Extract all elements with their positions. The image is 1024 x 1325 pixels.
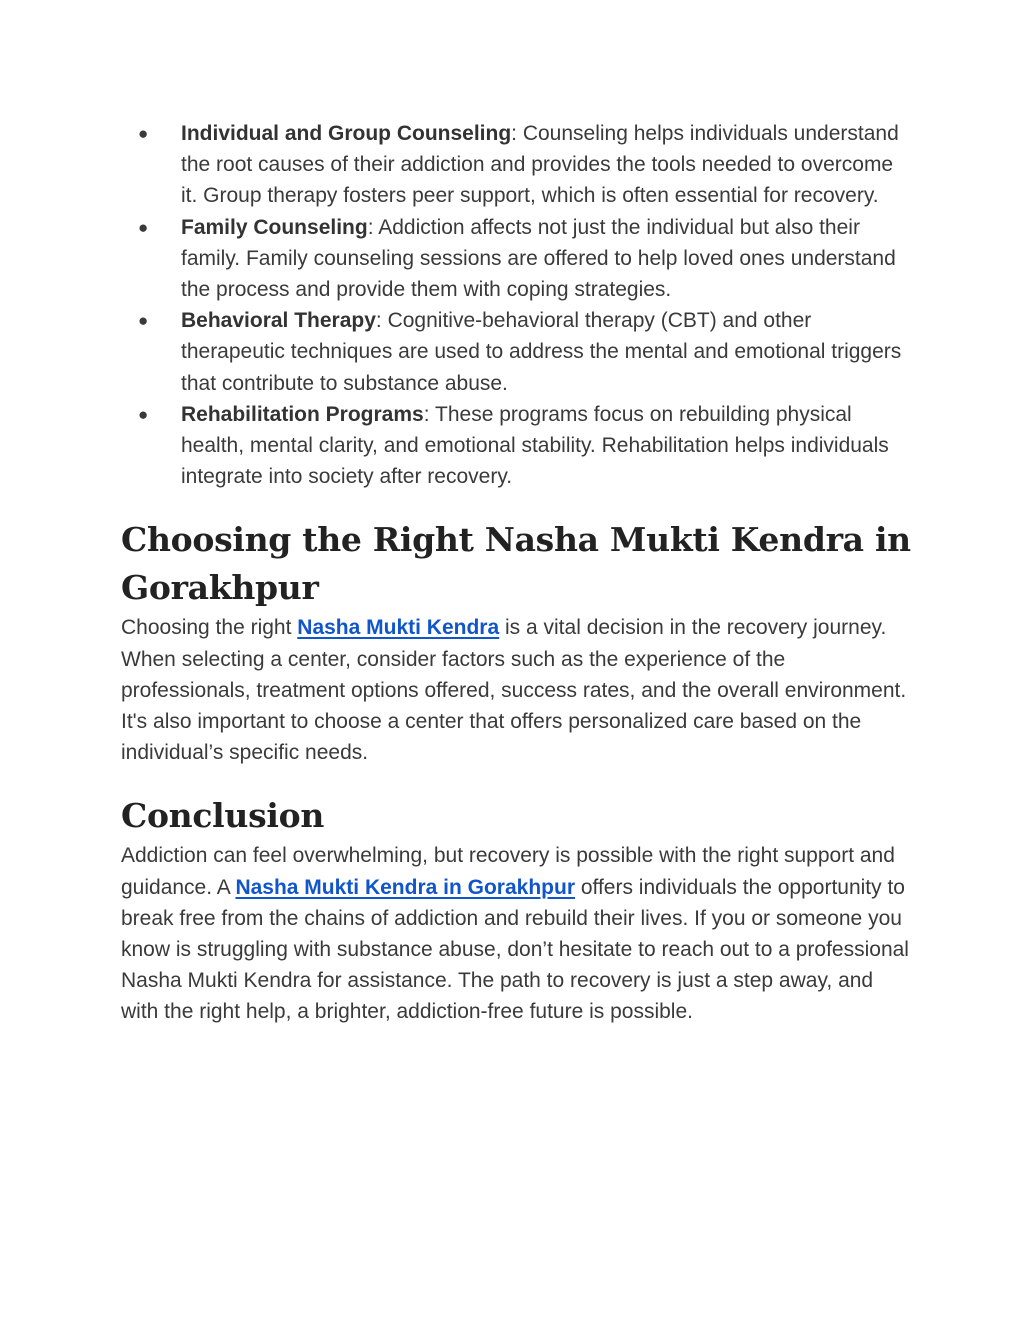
choosing-heading: Choosing the Right Nasha Mukti Kendra in Gorakhpur [121,520,911,608]
bullet-icon: ● [138,311,149,331]
list-item-term: Rehabilitation Programs [181,402,424,426]
choosing-text-after: is a vital decision in the recovery journey. When selecting a center, consider factors such as the experience of the professionals, treatment options offered, success rates, and the overall environment. It's also important to choose a center that offers personalized care based on the individual’s specific needs. [121,616,907,765]
conclusion-text-after: offers individuals the opportunity to break free from the chains of addiction and rebuild their lives. If you or someone you know is struggling with substance abuse, don’t hesitate to reach out to a professional Nasha Mukti Kendra for assistance. The path to recovery is just a step away, and with the right help, a brighter, addiction-free future is possible. [121,875,909,1024]
conclusion-text-before: Addiction can feel overwhelming, but recovery is possible with the right support and guidance. A [121,844,895,899]
bullet-icon: ● [138,404,149,424]
nasha-mukti-kendra-link[interactable]: Nasha Mukti Kendra [297,616,500,640]
services-list [121,118,911,492]
bullet-icon: ● [138,124,149,143]
conclusion-paragraph [121,840,911,1027]
list-item-text: : These programs focus on rebuilding physical health, mental clarity, and emotional stability. Rehabilitation helps individuals integrate into society after recovery. [181,402,889,489]
list-item-text: : Cognitive-behavioral therapy (CBT) and other therapeutic techniques are used to address the mental and emotional triggers that contribute to substance abuse. [181,309,902,395]
list-item-term: Family Counseling [181,215,368,239]
bullet-icon: ● [138,217,149,237]
nasha-mukti-kendra-gorakhpur-link[interactable]: Nasha Mukti Kendra in Gorakhpur [235,875,575,899]
list-item [121,118,911,212]
list-item-term: Individual and Group Counseling [181,122,512,145]
list-item-term: Behavioral Therapy [181,309,376,333]
list-item-text: : Addiction affects not just the individual but also their family. Family counseling sessions are offered to help loved ones understand the process and provide them with coping strategies. [181,215,896,302]
list-item [121,399,911,493]
choosing-paragraph [121,612,911,768]
list-item-text: : Counseling helps individuals understand the root causes of their addiction and provides the tools needed to overcome it. Group therapy fosters peer support, which is often essential for recovery. [181,122,899,208]
list-item [121,212,911,306]
conclusion-heading: Conclusion [121,796,325,836]
choosing-text-before: Choosing the right [121,616,298,640]
list-item [121,305,911,399]
document-page [121,118,911,1028]
